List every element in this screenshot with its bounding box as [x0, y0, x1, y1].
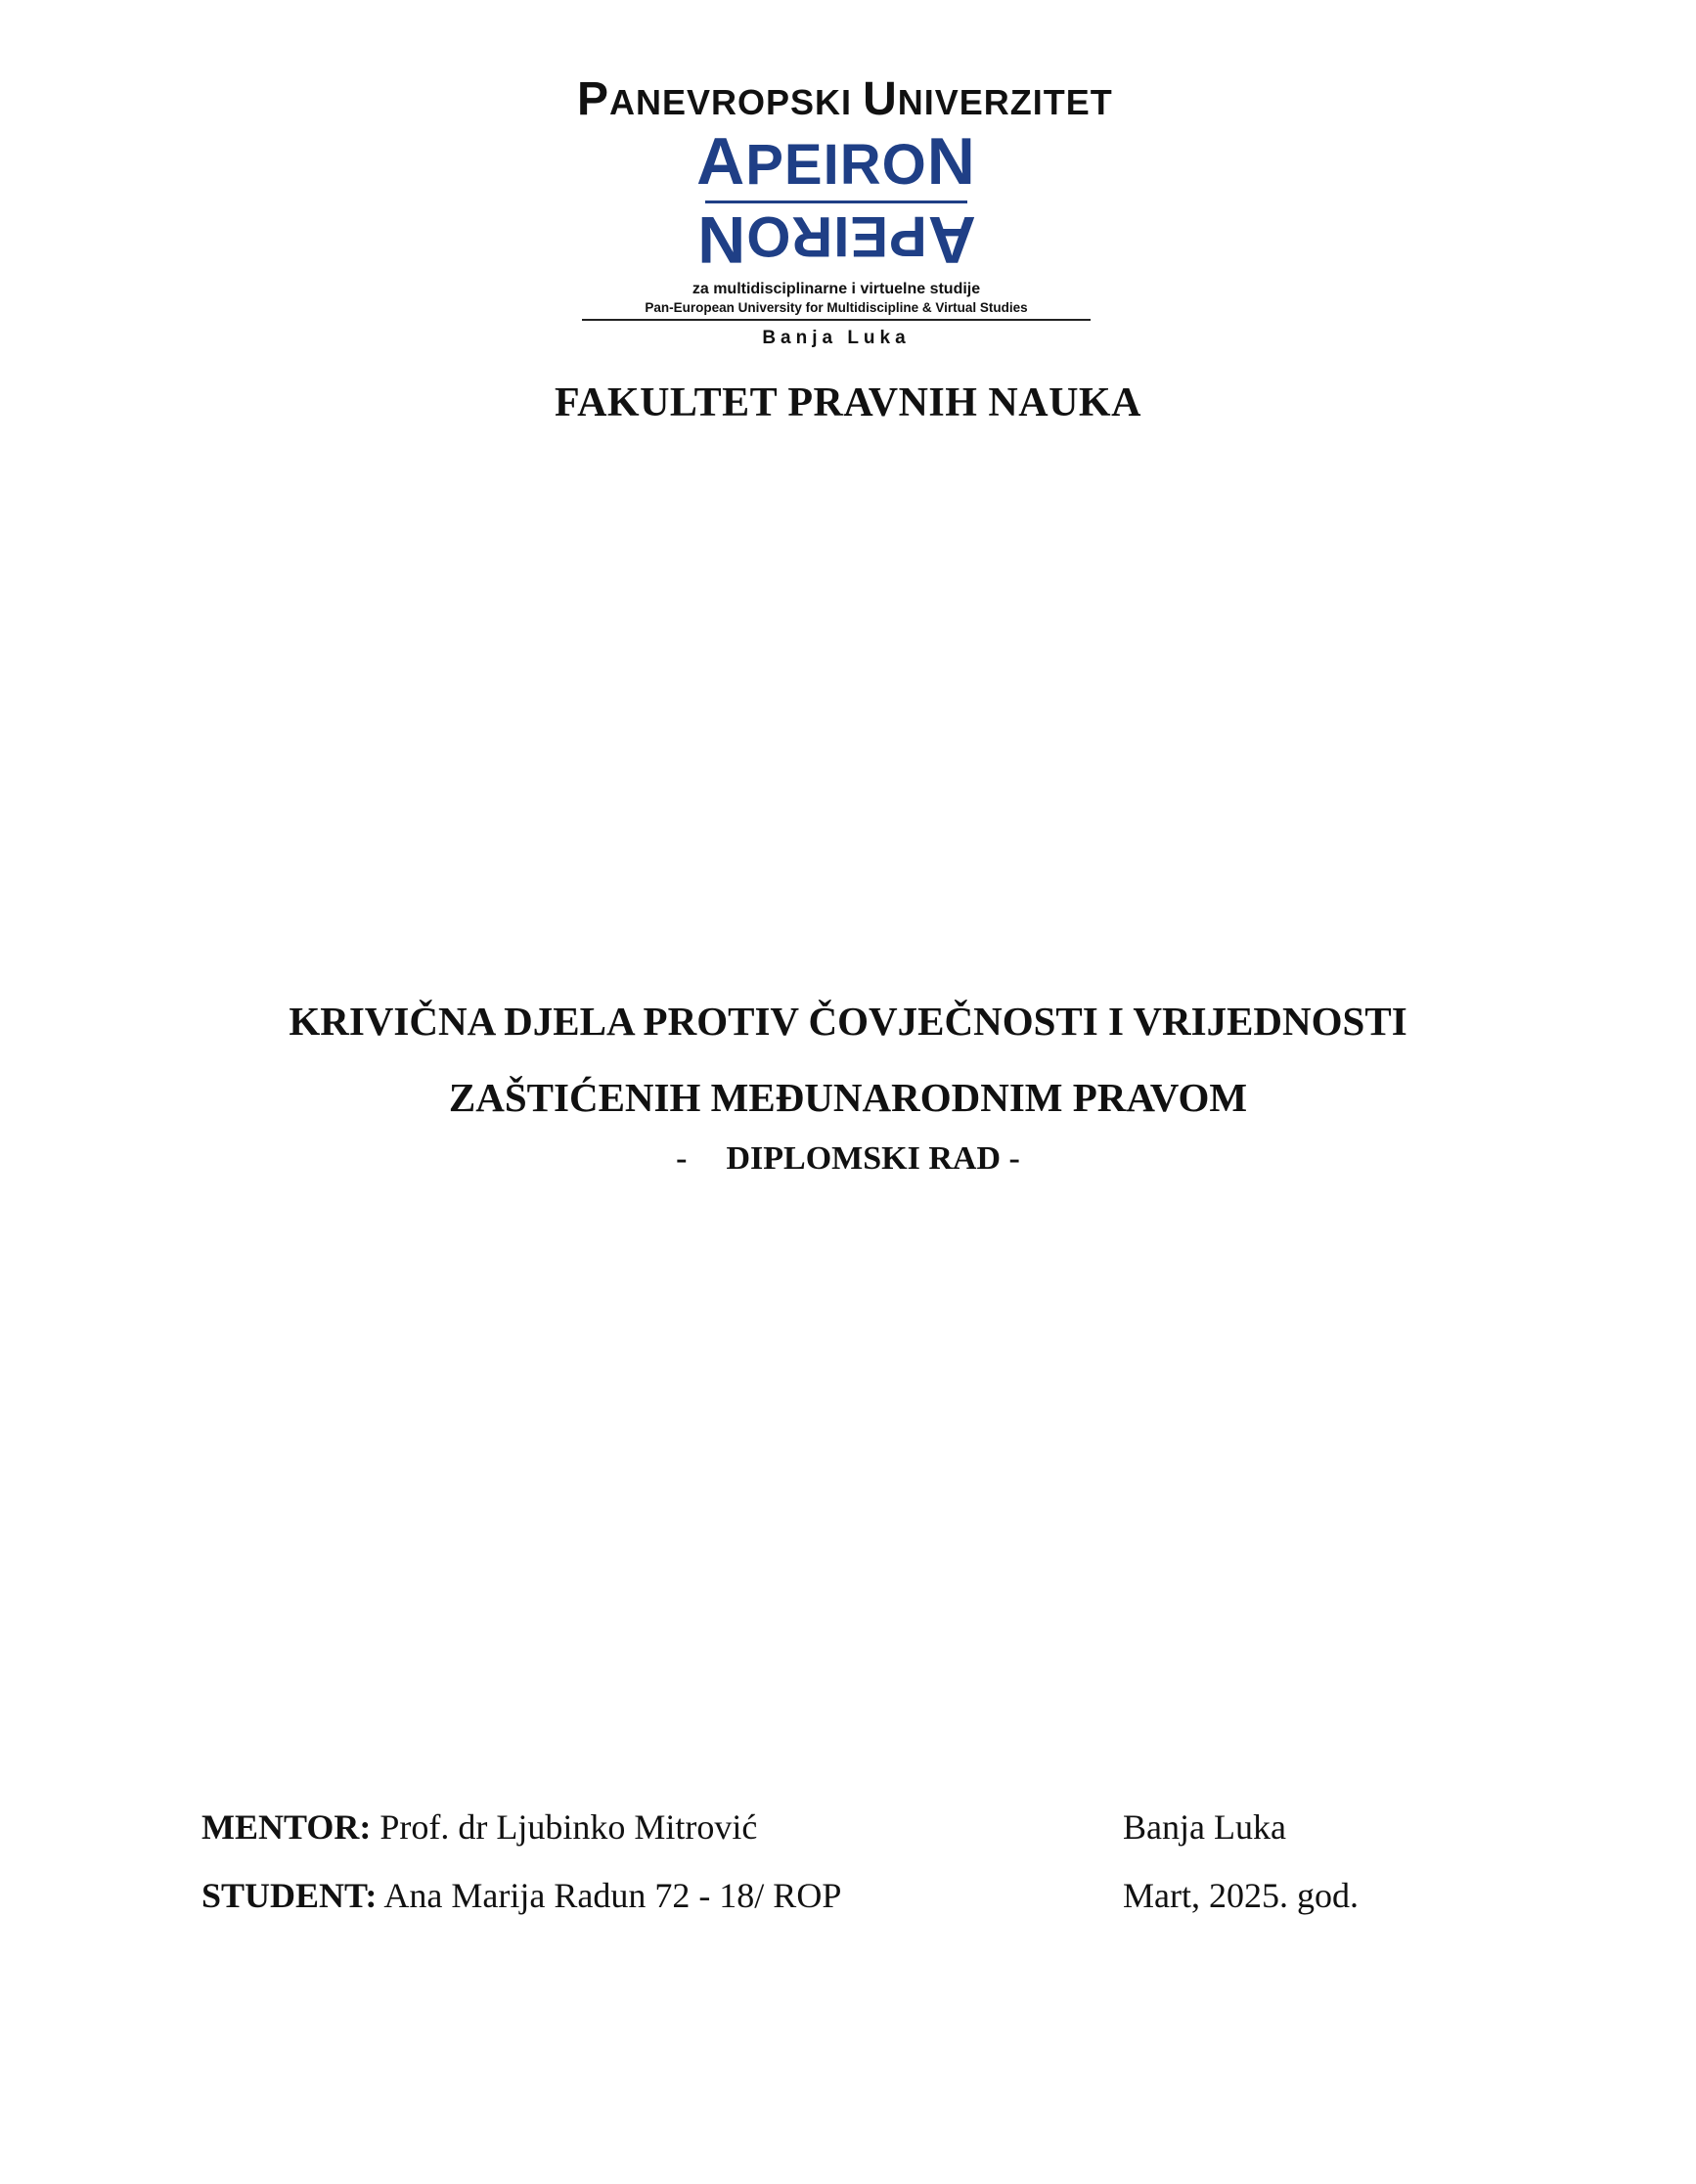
subtitle-text: DIPLOMSKI RAD -: [726, 1140, 1020, 1177]
student-value: Ana Marija Radun 72 - 18/ ROP: [377, 1876, 842, 1915]
brand-mirror-final: N: [696, 202, 746, 277]
thesis-title: [0, 983, 1696, 1136]
place: Banja Luka: [1123, 1807, 1286, 1847]
logo-underline: [582, 319, 1091, 321]
thesis-title-line-2: ZAŠTIĆENIH MEĐUNARODNIM PRAVOM: [448, 1075, 1248, 1120]
brand-initial: A: [696, 124, 746, 199]
logo-subtitle-english: Pan-European University for Multidiscipline & Virtual Studies: [645, 300, 1028, 315]
logo-word-panevropski: ANEVROPSKI: [609, 82, 853, 122]
logo-brand-mirror: [577, 202, 1095, 277]
university-logo: [577, 73, 1113, 350]
brand-final: N: [926, 124, 976, 199]
brand-mirror-middle: PEIRO: [745, 204, 927, 268]
thesis-subtitle: [0, 1140, 1696, 1178]
mentor-value: Prof. dr Ljubinko Mitrović: [371, 1807, 758, 1847]
student-row: [201, 1874, 1473, 1917]
brand-middle: PEIRO: [745, 133, 927, 197]
mentor-row: [201, 1805, 1473, 1849]
logo-initial-p: P: [577, 73, 610, 125]
brand-mirror-initial: A: [926, 202, 976, 277]
date: Mart, 2025. god.: [1123, 1876, 1359, 1915]
subtitle-dash: -: [676, 1140, 688, 1177]
logo-university-name: [577, 73, 1113, 126]
thesis-title-line-1: KRIVIČNA DJELA PROTIV ČOVJEČNOSTI I VRIJEDNOSTI: [289, 999, 1407, 1044]
mentor-label: MENTOR:: [201, 1807, 372, 1847]
logo-initial-u: U: [863, 73, 898, 125]
logo-word-univerzitet: NIVERZITET: [897, 82, 1113, 122]
logo-brand-apeiron: [577, 124, 1095, 199]
student-label: STUDENT:: [201, 1876, 378, 1915]
logo-subtitle-local: za multidisciplinarne i virtuelne studije: [692, 281, 981, 297]
faculty-name: FAKULTET PRAVNIH NAUKA: [555, 380, 1141, 425]
logo-city: Banja Luka: [762, 328, 911, 348]
